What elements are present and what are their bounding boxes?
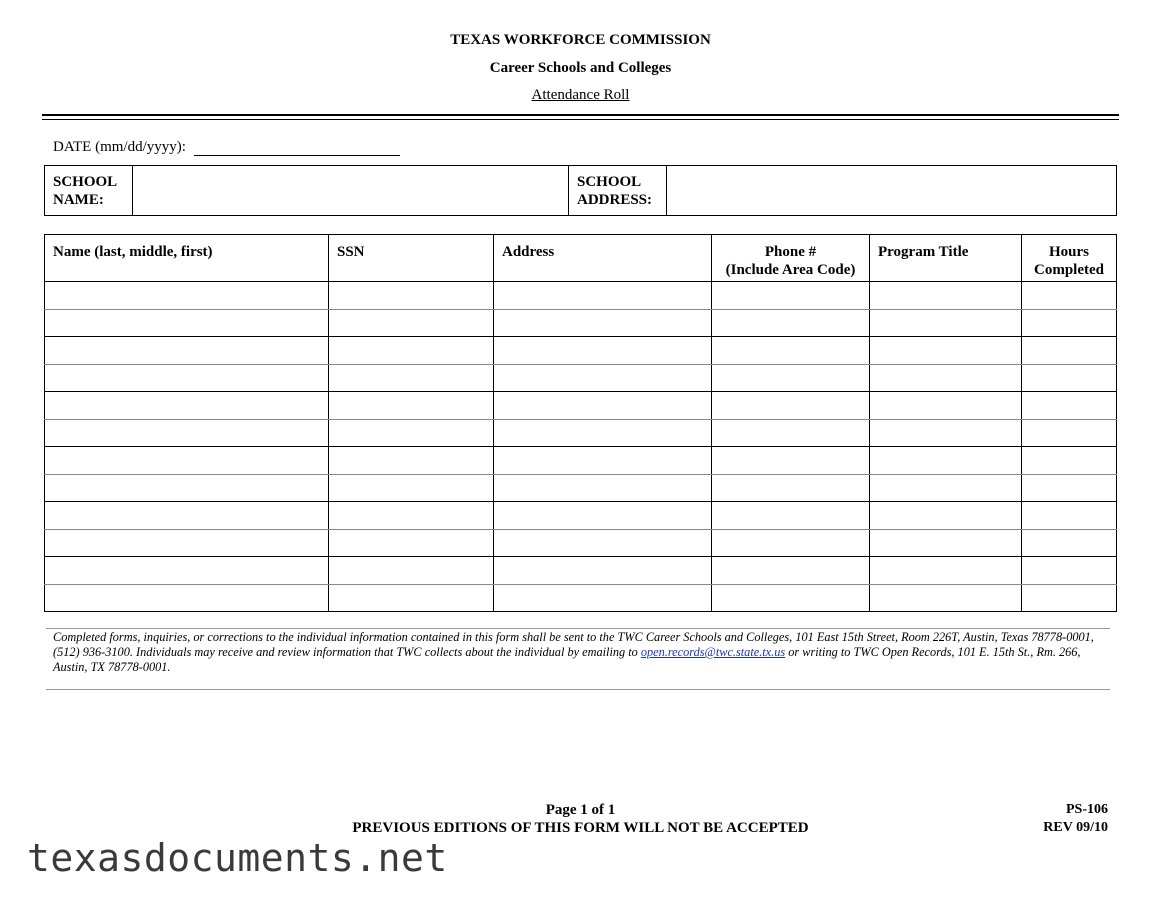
cell-name[interactable] bbox=[45, 282, 329, 310]
cell-address[interactable] bbox=[494, 584, 712, 612]
cell-address[interactable] bbox=[494, 282, 712, 310]
cell-ssn[interactable] bbox=[329, 337, 494, 365]
cell-phone[interactable] bbox=[712, 584, 870, 612]
date-input-line[interactable] bbox=[194, 139, 400, 156]
table-row bbox=[45, 282, 1117, 310]
cell-hours[interactable] bbox=[1022, 392, 1117, 420]
date-label: DATE (mm/dd/yyyy): bbox=[53, 139, 186, 155]
cell-ssn[interactable] bbox=[329, 309, 494, 337]
division-title: Career Schools and Colleges bbox=[489, 60, 672, 76]
col-header-hours-line1: Hours bbox=[1048, 244, 1089, 260]
table-row bbox=[45, 309, 1117, 337]
form-revision: REV 09/10 bbox=[1043, 820, 1108, 835]
cell-name[interactable] bbox=[45, 337, 329, 365]
table-row bbox=[45, 337, 1117, 365]
col-header-program-text: Program Title bbox=[878, 244, 969, 260]
col-header-program bbox=[870, 235, 1022, 282]
table-row bbox=[45, 419, 1117, 447]
cell-hours[interactable] bbox=[1022, 557, 1117, 585]
cell-ssn[interactable] bbox=[329, 447, 494, 475]
school-address-label bbox=[569, 166, 667, 216]
cell-name[interactable] bbox=[45, 392, 329, 420]
cell-name[interactable] bbox=[45, 557, 329, 585]
table-row bbox=[45, 584, 1117, 612]
agency-title: TEXAS WORKFORCE COMMISSION bbox=[450, 32, 711, 48]
cell-hours[interactable] bbox=[1022, 337, 1117, 365]
cell-ssn[interactable] bbox=[329, 502, 494, 530]
col-header-phone-line2: (Include Area Code) bbox=[725, 262, 856, 278]
table-row bbox=[45, 392, 1117, 420]
page-number: Page 1 of 1 bbox=[545, 802, 616, 818]
cell-ssn[interactable] bbox=[329, 474, 494, 502]
cell-program[interactable] bbox=[870, 309, 1022, 337]
attendance-roll-table bbox=[44, 234, 1117, 612]
school-address-field[interactable] bbox=[667, 166, 1117, 216]
cell-hours[interactable] bbox=[1022, 447, 1117, 475]
cell-program[interactable] bbox=[870, 584, 1022, 612]
col-header-hours-line2: Completed bbox=[1034, 262, 1104, 278]
col-header-address bbox=[494, 235, 712, 282]
cell-ssn[interactable] bbox=[329, 419, 494, 447]
cell-address[interactable] bbox=[494, 557, 712, 585]
cell-phone[interactable] bbox=[712, 282, 870, 310]
cell-program[interactable] bbox=[870, 557, 1022, 585]
col-header-name-text: Name (last, middle, first) bbox=[53, 244, 213, 260]
cell-ssn[interactable] bbox=[329, 557, 494, 585]
cell-name[interactable] bbox=[45, 419, 329, 447]
cell-phone[interactable] bbox=[712, 474, 870, 502]
school-info-table bbox=[44, 165, 1117, 216]
privacy-notice bbox=[53, 630, 1113, 675]
cell-program[interactable] bbox=[870, 392, 1022, 420]
cell-name[interactable] bbox=[45, 474, 329, 502]
cell-phone[interactable] bbox=[712, 337, 870, 365]
cell-name[interactable] bbox=[45, 502, 329, 530]
cell-program[interactable] bbox=[870, 447, 1022, 475]
col-header-phone bbox=[712, 235, 870, 282]
col-header-phone-line1: Phone # bbox=[764, 244, 817, 260]
cell-ssn[interactable] bbox=[329, 529, 494, 557]
cell-address[interactable] bbox=[494, 502, 712, 530]
table-row bbox=[45, 557, 1117, 585]
notice-top-rule bbox=[46, 628, 1110, 629]
cell-hours[interactable] bbox=[1022, 282, 1117, 310]
school-address-label-line1: SCHOOL bbox=[577, 173, 642, 190]
cell-program[interactable] bbox=[870, 529, 1022, 557]
cell-phone[interactable] bbox=[712, 502, 870, 530]
cell-hours[interactable] bbox=[1022, 529, 1117, 557]
cell-address[interactable] bbox=[494, 447, 712, 475]
cell-address[interactable] bbox=[494, 337, 712, 365]
form-title: Attendance Roll bbox=[531, 87, 630, 103]
table-row bbox=[45, 529, 1117, 557]
cell-ssn[interactable] bbox=[329, 282, 494, 310]
cell-program[interactable] bbox=[870, 502, 1022, 530]
watermark-text: texasdocuments.net bbox=[27, 836, 448, 880]
school-name-label-line2: NAME: bbox=[53, 191, 104, 208]
cell-phone[interactable] bbox=[712, 419, 870, 447]
cell-hours[interactable] bbox=[1022, 502, 1117, 530]
cell-phone[interactable] bbox=[712, 557, 870, 585]
cell-program[interactable] bbox=[870, 364, 1022, 392]
col-header-hours bbox=[1022, 235, 1117, 282]
notice-bottom-rule bbox=[46, 689, 1110, 690]
cell-name[interactable] bbox=[45, 309, 329, 337]
cell-hours[interactable] bbox=[1022, 309, 1117, 337]
cell-address[interactable] bbox=[494, 364, 712, 392]
table-row bbox=[45, 502, 1117, 530]
cell-address[interactable] bbox=[494, 529, 712, 557]
school-name-label-line1: SCHOOL bbox=[53, 173, 118, 190]
cell-address[interactable] bbox=[494, 309, 712, 337]
date-row bbox=[53, 139, 400, 156]
table-header-row bbox=[45, 235, 1117, 282]
col-header-ssn bbox=[329, 235, 494, 282]
school-address-label-line2: ADDRESS: bbox=[577, 191, 653, 208]
cell-program[interactable] bbox=[870, 419, 1022, 447]
cell-name[interactable] bbox=[45, 447, 329, 475]
cell-program[interactable] bbox=[870, 337, 1022, 365]
cell-phone[interactable] bbox=[712, 392, 870, 420]
cell-hours[interactable] bbox=[1022, 364, 1117, 392]
cell-phone[interactable] bbox=[712, 309, 870, 337]
email-link[interactable]: open.records@twc.state.tx.us bbox=[640, 645, 786, 659]
notice-text-after: or writing to TWC Open Records, 101 E. 15th St., Rm. 266, Austin, TX 78778-0001. bbox=[53, 645, 1081, 674]
cell-ssn[interactable] bbox=[329, 584, 494, 612]
table-row bbox=[45, 447, 1117, 475]
cell-program[interactable] bbox=[870, 282, 1022, 310]
cell-address[interactable] bbox=[494, 419, 712, 447]
col-header-address-text: Address bbox=[502, 244, 555, 260]
school-name-label bbox=[45, 166, 133, 216]
cell-ssn[interactable] bbox=[329, 364, 494, 392]
cell-name[interactable] bbox=[45, 584, 329, 612]
school-name-field[interactable] bbox=[133, 166, 569, 216]
cell-program[interactable] bbox=[870, 474, 1022, 502]
table-row bbox=[45, 364, 1117, 392]
editions-notice: PREVIOUS EDITIONS OF THIS FORM WILL NOT BE ACCEPTED bbox=[352, 820, 809, 836]
notice-text-before: Completed forms, inquiries, or corrections to the individual information contained in this form shall be sent to the TWC Career Schools and Colleges, 101 East 15th Street, Room 226T, Austin, Texas 78778-0001, (512) 936-3100. Individuals may receive and review information that TWC collects about the individual by emailing to bbox=[53, 630, 1094, 659]
table-row bbox=[45, 474, 1117, 502]
cell-phone[interactable] bbox=[712, 529, 870, 557]
cell-name[interactable] bbox=[45, 529, 329, 557]
cell-ssn[interactable] bbox=[329, 392, 494, 420]
col-header-ssn-text: SSN bbox=[337, 244, 365, 260]
form-number: PS-106 bbox=[1066, 802, 1108, 817]
cell-phone[interactable] bbox=[712, 447, 870, 475]
header-double-rule bbox=[42, 114, 1119, 120]
cell-address[interactable] bbox=[494, 392, 712, 420]
cell-hours[interactable] bbox=[1022, 474, 1117, 502]
cell-name[interactable] bbox=[45, 364, 329, 392]
cell-hours[interactable] bbox=[1022, 419, 1117, 447]
cell-hours[interactable] bbox=[1022, 584, 1117, 612]
cell-phone[interactable] bbox=[712, 364, 870, 392]
col-header-name bbox=[45, 235, 329, 282]
cell-address[interactable] bbox=[494, 474, 712, 502]
